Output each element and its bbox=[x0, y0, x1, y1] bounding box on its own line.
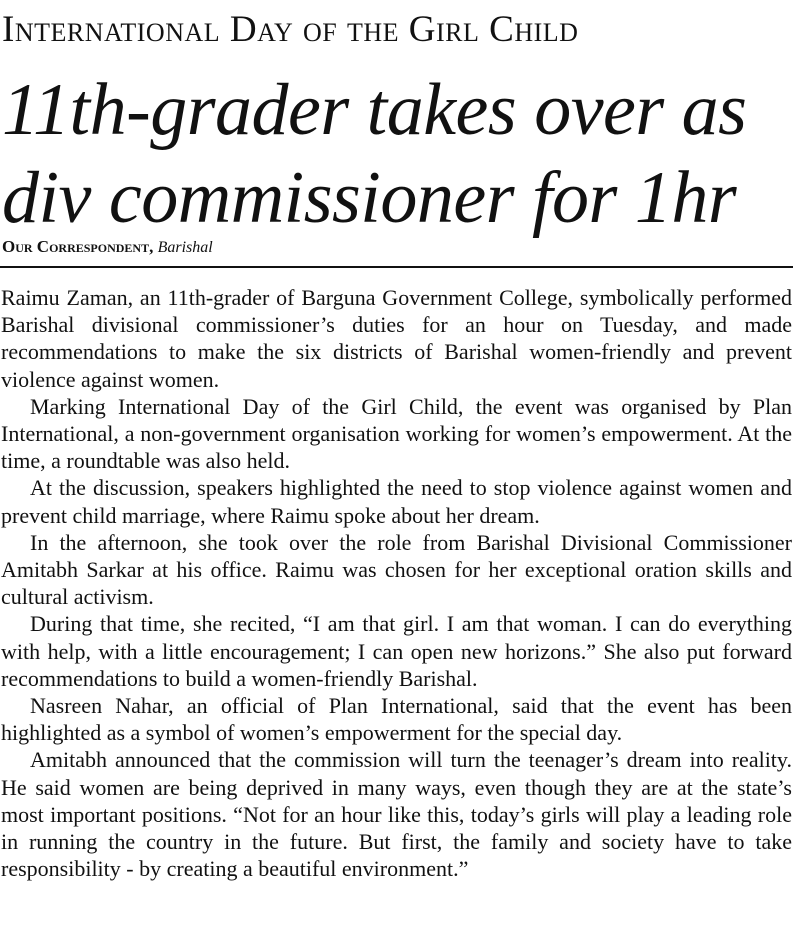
headline-line-2: div commissioner for 1hr bbox=[2, 157, 737, 239]
article-paragraph-3: At the discussion, speakers highlighted the need to stop violence against women and prevent child marriage, where Raimu spoke about her dream. bbox=[1, 475, 792, 528]
byline-place: Barishal bbox=[157, 239, 213, 256]
byline bbox=[2, 236, 213, 259]
article-paragraph-5: During that time, she recited, “I am that girl. I am that woman. I can do everything with help, with a little encouragement; I can open new horizons.” She also put forward recommendations to build a women-friendly Barishal. bbox=[1, 611, 792, 691]
article-paragraph-1: Raimu Zaman, an 11th-grader of Barguna Government College, symbolically performed Barishal divisional commissioner’s duties for an hour on Tuesday, and made recommendations to make the six districts of Barishal women-friendly and prevent violence against women. bbox=[1, 285, 792, 392]
headline-line-1: 11th-grader takes over as bbox=[2, 69, 747, 151]
article-body bbox=[1, 284, 792, 882]
headline-divider bbox=[0, 266, 793, 268]
article-paragraph-4: In the afternoon, she took over the role from Barishal Divisional Commissioner Amitabh Sarkar at his office. Raimu was chosen for her exceptional oration skills and cultural activism. bbox=[1, 529, 792, 610]
headline bbox=[2, 66, 791, 242]
byline-author: Our Correspondent, bbox=[2, 237, 154, 256]
article-paragraph-2: Marking International Day of the Girl Child, the event was organised by Plan International, a non-government organisation working for women’s empowerment. At the time, a roundtable was also held. bbox=[1, 393, 792, 474]
section-kicker: International Day of the Girl Child bbox=[2, 9, 579, 50]
article-paragraph-7: Amitabh announced that the commission will turn the teenager’s dream into reality. He said women are being deprived in many ways, even though they are at the state’s most important positions. “Not for an hour like this, today’s girls will play a leading role in running the country in the future. But first, the family and society have to take responsibility - by creating a beautiful environment.” bbox=[1, 747, 792, 882]
article-paragraph-6: Nasreen Nahar, an official of Plan International, said that the event has been highlighted as a symbol of women’s empowerment for the special day. bbox=[1, 693, 792, 746]
